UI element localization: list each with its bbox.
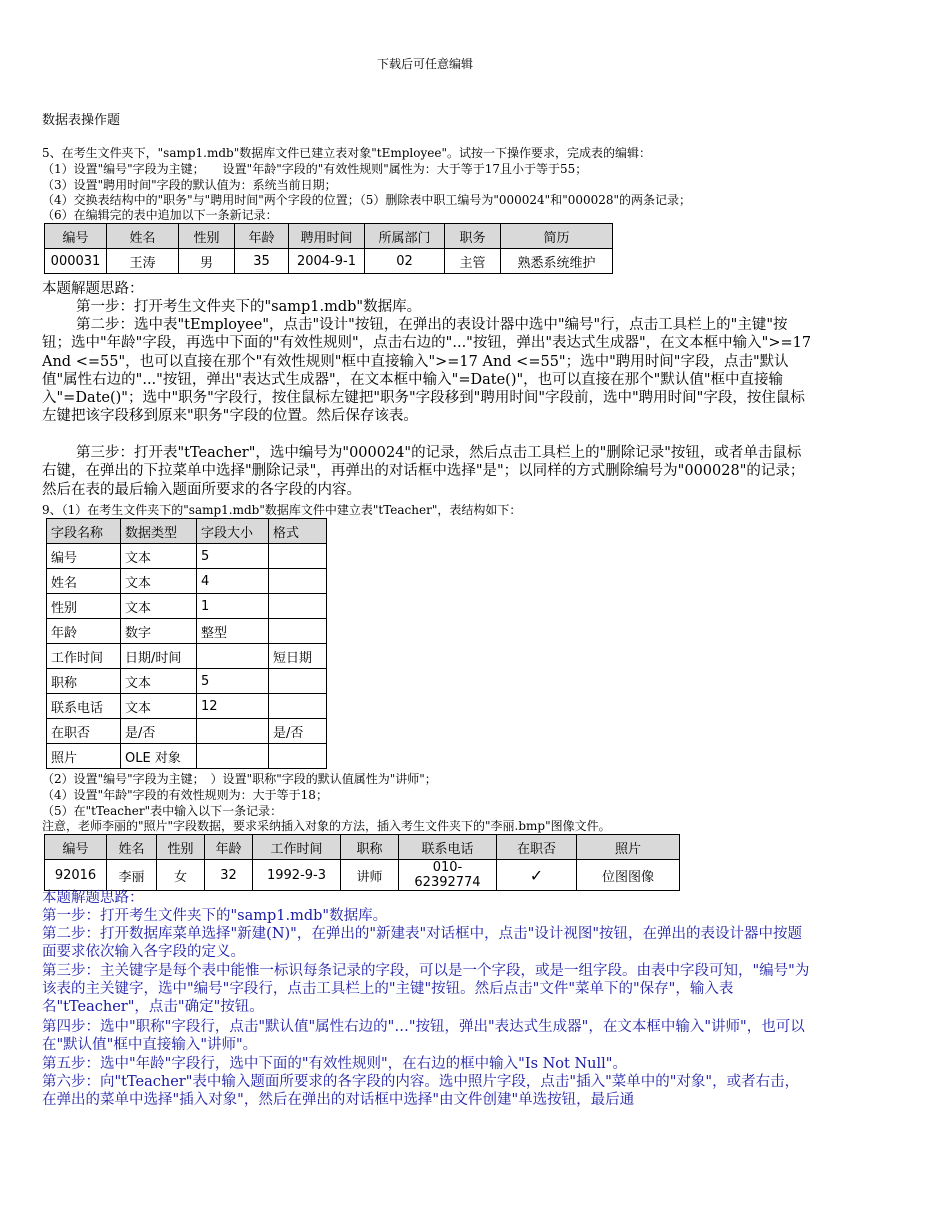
q9-step4: 第四步：选中"职称"字段行，点击"默认值"属性右边的"…"按钮，弹出"表达式生成器"，在文本框中输入"讲师"，也可以在"默认值"框中直接输入"讲师"。 (42, 1019, 805, 1054)
table-cell: 女 (157, 860, 205, 891)
table-cell: 1992-9-3 (253, 860, 341, 891)
table-cell: 1 (197, 594, 269, 619)
table-cell: 照片 (47, 744, 121, 769)
table-header-cell: 职务 (445, 224, 501, 249)
table-row (47, 719, 327, 744)
table-header-cell: 工作时间 (253, 835, 341, 860)
table-cell: 5 (197, 544, 269, 569)
table-cell: 35 (235, 249, 289, 274)
table-cell: 讲师 (341, 860, 399, 891)
table-cell: 姓名 (47, 569, 121, 594)
q9-structure-table (46, 518, 327, 769)
q5-req6: （6）在编辑完的表中追加以下一条新记录： (42, 208, 278, 222)
table-header-cell: 所属部门 (365, 224, 445, 249)
table-cell: 工作时间 (47, 644, 121, 669)
q9-req4: （4）设置"年龄"字段的有效性规则为：大于等于18； (42, 788, 328, 802)
q5-step1: 第一步：打开考生文件夹下的"samp1.mdb"数据库。 (76, 299, 422, 315)
table-cell: 是/否 (121, 719, 197, 744)
table-cell: 日期/时间 (121, 644, 197, 669)
table-header-cell: 聘用时间 (289, 224, 365, 249)
q9-step3: 第三步：主关键字是每个表中能惟一标识每条记录的字段，可以是一个字段，或是一组字段。由表中字段可知，"编号"为该表的主关键字，选中"编号"字段行，点击工具栏上的"主键"按钮。然后点击"文件"菜单下的"保存"，输入表名"tTeacher"，点击"确定"按钮。 (42, 963, 810, 1016)
table-row (47, 569, 327, 594)
q5-req1: （1）设置"编号"字段为主键； 设置"年龄"字段的"有效性规则"属性为：大于等于17且小于等于55； (42, 162, 588, 176)
table-header-cell: 姓名 (107, 835, 157, 860)
table-cell: 4 (197, 569, 269, 594)
table-cell (197, 644, 269, 669)
table-cell (269, 694, 327, 719)
table-cell: 000031 (45, 249, 107, 274)
q5-solution-title: 本题解题思路： (42, 281, 144, 297)
table-cell (269, 669, 327, 694)
table-cell: 李丽 (107, 860, 157, 891)
table-header-cell: 职称 (341, 835, 399, 860)
table-header-cell: 姓名 (107, 224, 179, 249)
table-cell: 联系电话 (47, 694, 121, 719)
table-header-cell: 数据类型 (121, 519, 197, 544)
table-header-cell: 编号 (45, 224, 107, 249)
table-cell: 文本 (121, 669, 197, 694)
table-cell: 主管 (445, 249, 501, 274)
table-header-cell: 照片 (577, 835, 680, 860)
table-row (47, 694, 327, 719)
q5-step3: 第三步：打开表"tTeacher"，选中编号为"000024"的记录，然后点击工具栏上的"删除记录"按钮，或者单击鼠标右键，在弹出的下拉菜单中选择"删除记录"，再弹出的对话框中选择"是"；以同样的方式删除编号为"000028"的记录；然后在表的最后输入题面所要求的各字段的内容。 (42, 445, 805, 498)
table-row (45, 860, 680, 891)
table-header-cell: 在职否 (497, 835, 577, 860)
table-cell (269, 744, 327, 769)
table-cell: 熟悉系统维护 (501, 249, 613, 274)
q5-intro: 5、在考生文件夹下，"samp1.mdb"数据库文件已建立表对象"tEmployee"。试按一下操作要求，完成表的编辑： (42, 146, 651, 160)
table-cell: 是/否 (269, 719, 327, 744)
table-header-cell: 字段大小 (197, 519, 269, 544)
table-row (45, 249, 613, 274)
q9-step1: 第一步：打开考生文件夹下的"samp1.mdb"数据库。 (42, 908, 388, 924)
table-cell: 文本 (121, 544, 197, 569)
q5-req4: （4）交换表结构中的"职务"与"聘用时间"两个字段的位置；（5）删除表中职工编号为"000024"和"000028"的两条记录； (42, 193, 692, 207)
table-cell: 王涛 (107, 249, 179, 274)
table-header-cell: 联系电话 (399, 835, 497, 860)
table-cell (269, 569, 327, 594)
table-cell: 短日期 (269, 644, 327, 669)
table-cell: 在职否 (47, 719, 121, 744)
table-header-cell: 编号 (45, 835, 107, 860)
table-header-cell: 性别 (157, 835, 205, 860)
table-row (47, 594, 327, 619)
table-cell (269, 544, 327, 569)
table-cell (197, 744, 269, 769)
table-cell: 编号 (47, 544, 121, 569)
table-cell: 文本 (121, 694, 197, 719)
table-cell: 年龄 (47, 619, 121, 644)
table-cell: OLE 对象 (121, 744, 197, 769)
table-cell: 男 (179, 249, 235, 274)
table-cell (197, 719, 269, 744)
table-header-cell: 简历 (501, 224, 613, 249)
table-cell: 数字 (121, 619, 197, 644)
page-header-note: 下载后可任意编辑 (377, 57, 474, 71)
q9-step6: 第六步：向"tTeacher"表中输入题面所要求的各字段的内容。选中照片字段，点击"插入"菜单中的"对象"，或者右击，在弹出的菜单中选择"插入对象"，然后在弹出的对话框中选择"由文件创建"单选按钮，最后通 (42, 1074, 800, 1109)
table-row (47, 544, 327, 569)
table-row (47, 619, 327, 644)
table-cell: 2004-9-1 (289, 249, 365, 274)
q5-req3: （3）设置"聘用时间"字段的默认值为：系统当前日期； (42, 178, 337, 192)
table-row (47, 644, 327, 669)
table-header-cell: 年龄 (235, 224, 289, 249)
table-header-cell: 格式 (269, 519, 327, 544)
q9-step2: 第二步：打开数据库菜单选择"新建(N)"，在弹出的"新建表"对话框中，点击"设计视图"按钮，在弹出的表设计器中按题面要求依次输入各字段的定义。 (42, 926, 803, 961)
table-cell: 性别 (47, 594, 121, 619)
q9-solution-title: 本题解题思路： (42, 890, 144, 906)
table-row (47, 669, 327, 694)
table-header-cell: 性别 (179, 224, 235, 249)
q9-req2: （2）设置"编号"字段为主键； ）设置"职称"字段的默认值属性为"讲师"； (42, 772, 437, 786)
table-cell: 整型 (197, 619, 269, 644)
section-title: 数据表操作题 (42, 113, 121, 128)
q9-note: 注意，老师李丽的"照片"字段数据，要求采纳插入对象的方法，插入考生文件夹下的"李丽.bmp"图像文件。 (42, 819, 611, 833)
table-cell (269, 594, 327, 619)
table-cell: 02 (365, 249, 445, 274)
table-cell: 5 (197, 669, 269, 694)
checkmark-icon: ✓ (497, 860, 577, 891)
q9-req5: （5）在"tTeacher"表中输入以下一条记录： (42, 804, 283, 818)
table-cell: 文本 (121, 594, 197, 619)
table-cell: 文本 (121, 569, 197, 594)
table-header-cell: 字段名称 (47, 519, 121, 544)
table-cell: 010-62392774 (399, 860, 497, 891)
q5-new-record-table (44, 223, 613, 274)
q9-record-table (44, 834, 680, 891)
table-header-cell: 年龄 (205, 835, 253, 860)
q5-step2: 第二步：选中表"tEmployee"，点击"设计"按钮，在弹出的表设计器中选中"编号"行，点击工具栏上的"主键"按钮；选中"年龄"字段，再选中下面的"有效性规则"，点击右边的"..."按钮，弹出"表达式生成器"，在文本框中输入">=17 And <=55"，也可以直接在那个"有效性规则"框中直接输入">=17 And <=55"；选中"聘用时间"字段，点击"默认值"属性右边的"..."按钮，弹出"表达式生成器"，在文本框中输入"=Date()"，也可以直接在那个"默认值"框中直接输入"=Date()"；选中"职务"字段行，按住鼠标左键把"职务"字段移到"聘用时间"字段前，选中"聘用时间"字段，按住鼠标左键把该字段移到原来"职务"字段的位置。然后保存该表。 (42, 317, 812, 425)
table-cell: 位图图像 (577, 860, 680, 891)
table-cell: 32 (205, 860, 253, 891)
table-cell (269, 619, 327, 644)
table-cell: 92016 (45, 860, 107, 891)
table-cell: 职称 (47, 669, 121, 694)
q9-step5: 第五步：选中"年龄"字段行，选中下面的"有效性规则"，在右边的框中输入"Is Not Null"。 (42, 1056, 627, 1072)
table-cell: 12 (197, 694, 269, 719)
table-row (47, 744, 327, 769)
q9-intro: 9、（1）在考生文件夹下的"samp1.mdb"数据库文件中建立表"tTeacher"，表结构如下： (42, 503, 522, 517)
